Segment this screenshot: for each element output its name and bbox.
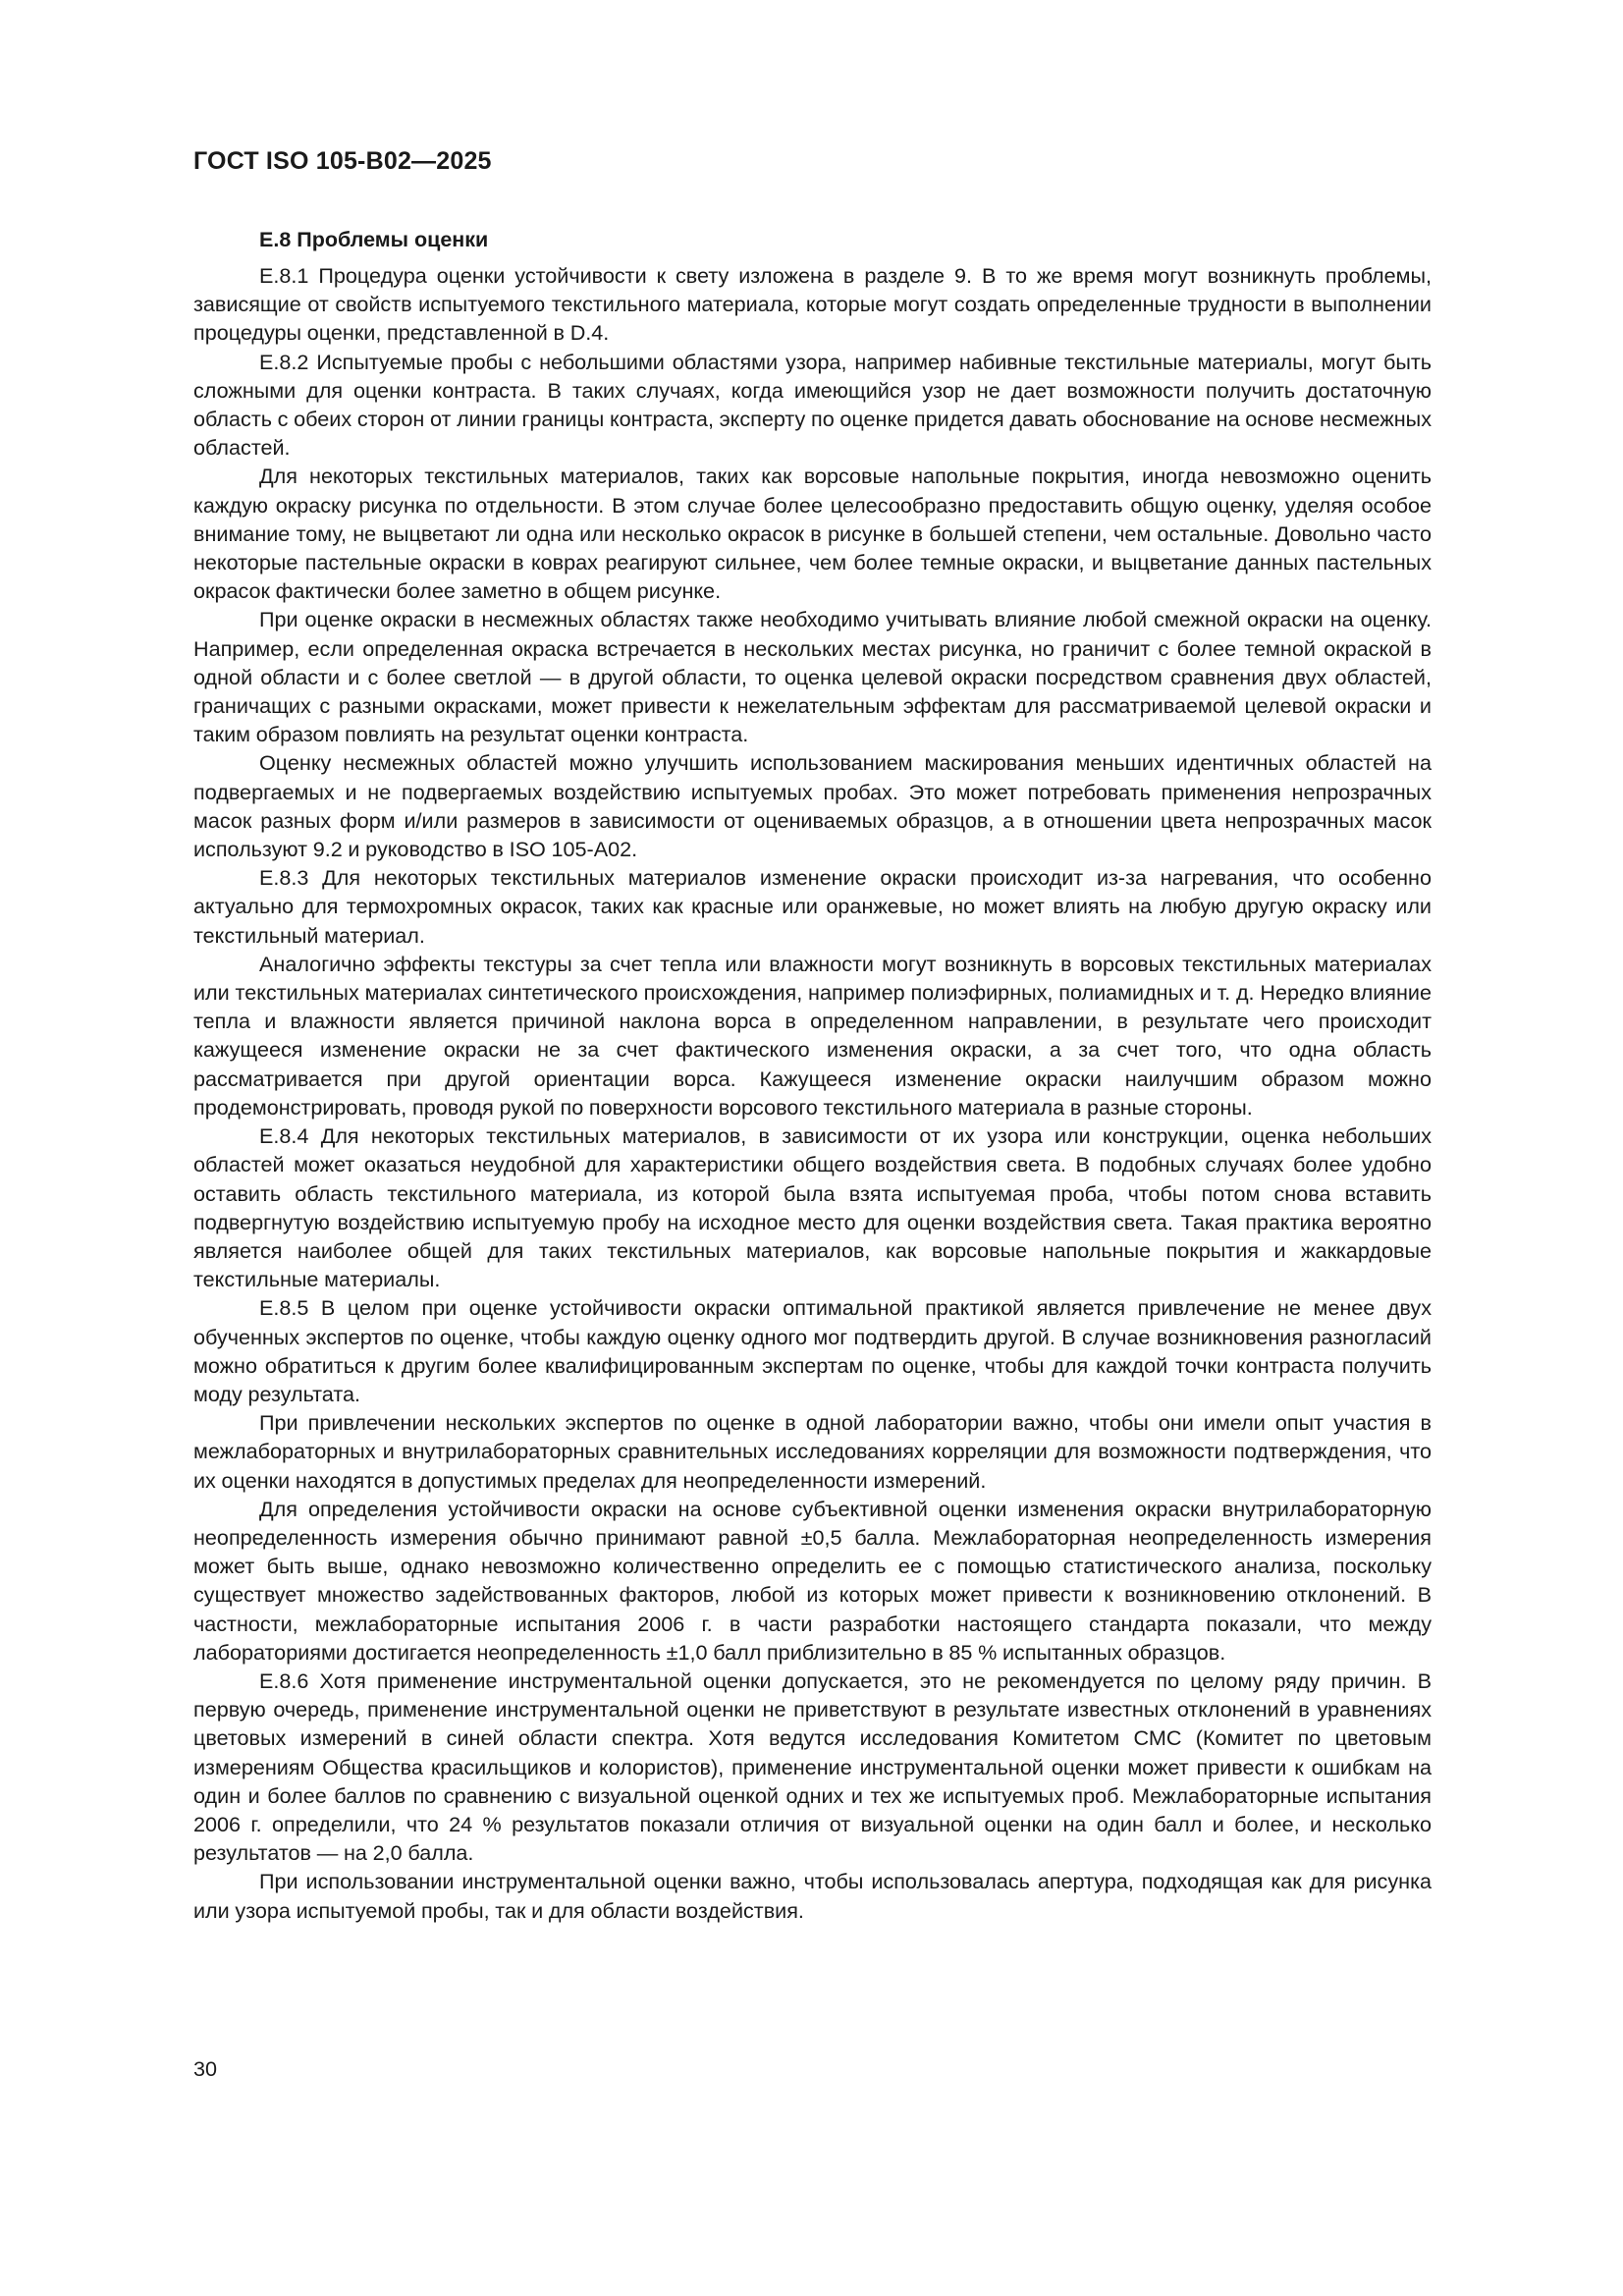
paragraph-e-8-2: Е.8.2 Испытуемые пробы с небольшими областями узора, например набивные текстильные материалы, могут быть сложными для оценки контраста. В таких случаях, когда имеющийся узор не дает возможности получить достаточную область с обеих сторон от линии границы контраста, эксперту по оценке придется давать обоснование на основе несмежных областей. (193, 349, 1432, 461)
paragraph-aperture: При использовании инструментальной оценки важно, чтобы использовалась апертура, подходящая как для рисунка или узора испытуемой пробы, так и для области воздействия. (193, 1869, 1432, 1923)
standard-code-header: ГОСТ ISO 105-B02—2025 (193, 147, 492, 175)
paragraph-uncertainty: Для определения устойчивости окраски на основе субъективной оценки изменения окраски внутрилабораторную неопределенность измерения обычно принимают равной ±0,5 балла. Межлабораторная неопределенность измерения может быть выше, однако невозможно количественно определить ее с помощью статистического анализа, поскольку существует множество задействованных факторов, любой из которых может привести к возникновению отклонений. В частности, межлабораторные испытания 2006 г. в части разработки настоящего стандарта показали, что между лабораториями достигается неопределенность ±1,0 балл приблизительно в 85 % испытанных образцов. (193, 1496, 1432, 1665)
body-text (193, 261, 1432, 1925)
paragraph-e-8-6: Е.8.6 Хотя применение инструментальной оценки допускается, это не рекомендуется по целому ряду причин. В первую очередь, применение инструментальной оценки не приветствуют в результате известных отклонений в уравнениях цветовых измерений в синей области спектра. Хотя ведутся исследования Комитетом СМС (Комитет по цветовым измерениям Общества красильщиков и колористов), применение инструментальной оценки может привести к ошибкам на один и более баллов по сравнению с визуальной оценкой одних и тех же испытуемых проб. Межлабораторные испытания 2006 г. определили, что 24 % результатов показали отличия от визуальной оценки на один балл и более, и несколько результатов — на 2,0 балла. (193, 1667, 1432, 1866)
paragraph-pile-floor-coverings: Для некоторых текстильных материалов, таких как ворсовые напольные покрытия, иногда невозможно оценить каждую окраску рисунка по отдельности. В этом случае более целесообразно предоставить общую оценку, уделяя особое внимание тому, не выцветают ли одна или несколько окрасок в рисунке в большей степени, чем остальные. Довольно часто некоторые пастельные окраски в коврах реагируют сильнее, чем более темные окраски, и выцветание данных пастельных окрасок фактически более заметно в общем рисунке. (193, 464, 1432, 604)
paragraph-e-8-1: Е.8.1 Процедура оценки устойчивости к свету изложена в разделе 9. В то же время могут возникнуть проблемы, зависящие от свойств испытуемого текстильного материала, которые могут создать определенные трудности в выполнении процедуры оценки, представленной в D.4. (193, 263, 1432, 346)
paragraph-several-assessors: При привлечении нескольких экспертов по оценке в одной лаборатории важно, чтобы они имели опыт участия в межлабораторных и внутрилабораторных сравнительных исследованиях корреляции для возможности подтверждения, что их оценки находятся в допустимых пределах для неопределенности измерений. (193, 1410, 1432, 1493)
section-heading: Е.8 Проблемы оценки (259, 228, 489, 251)
paragraph-e-8-3: Е.8.3 Для некоторых текстильных материалов изменение окраски происходит из-за нагревания, что особенно актуально для термохромных окрасок, таких как красные или оранжевые, но может влиять на любую другую окраску или текстильный материал. (193, 865, 1432, 948)
paragraph-adjacent-shade: При оценке окраски в несмежных областях также необходимо учитывать влияние любой смежной окраски на оценку. Например, если определенная окраска встречается в нескольких местах рисунка, но граничит с более темной окраской в одной области и с более светлой — в другой области, то оценка целевой окраски посредством сравнения двух областей, граничащих с разными окрасками, может привести к нежелательным эффектам для рассматриваемой целевой окраски и таким образом повлиять на результат оценки контраста. (193, 607, 1432, 747)
paragraph-texture-effects: Аналогично эффекты текстуры за счет тепла или влажности могут возникнуть в ворсовых текстильных материалах или текстильных материалах синтетического происхождения, например полиэфирных, полиамидных и т. д. Нередко влияние тепла и влажности является причиной наклона ворса в определенном направлении, в результате чего происходит кажущееся изменение окраски не за счет фактического изменения окраски, а за счет того, что одна область рассматривается при другой ориентации ворса. Кажущееся изменение окраски наилучшим образом можно продемонстрировать, проводя рукой по поверхности ворсового текстильного материала в разные стороны. (193, 951, 1432, 1120)
paragraph-e-8-5: Е.8.5 В целом при оценке устойчивости окраски оптимальной практикой является привлечение не менее двух обученных экспертов по оценке, чтобы каждую оценку одного мог подтвердить другой. В случае возникновения разногласий можно обратиться к другим более квалифицированным экспертам по оценке, чтобы для каждой точки контраста получить моду результата. (193, 1295, 1432, 1406)
paragraph-e-8-4: Е.8.4 Для некоторых текстильных материалов, в зависимости от их узора или конструкции, оценка небольших областей может оказаться неудобной для характеристики общего воздействия света. В подобных случаях более удобно оставить область текстильного материала, из которой была взята испытуемая проба, чтобы потом снова вставить подвергнутую воздействию испытуемую пробу на исходное место для оценки воздействия света. Такая практика вероятно является наиболее общей для таких текстильных материалов, как ворсовые напольные покрытия и жаккардовые текстильные материалы. (193, 1123, 1432, 1292)
paragraph-masking: Оценку несмежных областей можно улучшить использованием маскирования меньших идентичных областей на подвергаемых и не подвергаемых воздействию испытуемых пробах. Это может потребовать применения непрозрачных масок разных форм и/или размеров в зависимости от оцениваемых образцов, а в отношении цвета непрозрачных масок используют 9.2 и руководство в ISO 105-A02. (193, 750, 1432, 862)
page-number: 30 (193, 2056, 218, 2081)
